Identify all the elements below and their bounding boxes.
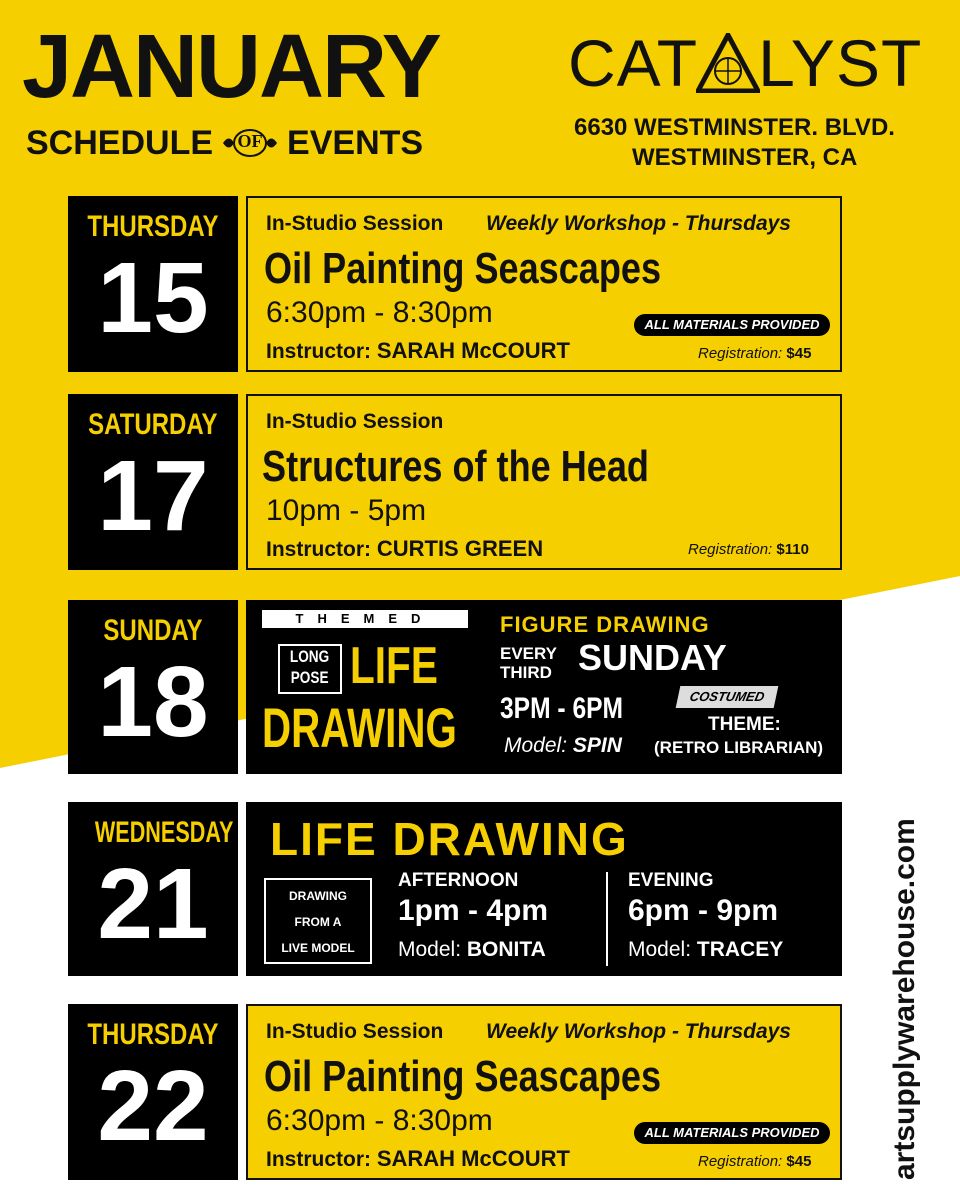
event-title: Structures of the Head <box>262 442 649 491</box>
event-card <box>246 394 842 570</box>
materials-badge: ALL MATERIALS PROVIDED <box>634 1122 830 1144</box>
event-time: 6:30pm - 8:30pm <box>266 1104 493 1137</box>
event-registration: Registration: $45 <box>698 1153 812 1170</box>
event-instructor: Instructor: SARAH McCOURT <box>266 1146 570 1171</box>
evening-time: 6pm - 9pm <box>628 894 779 927</box>
subtitle-of: OF <box>237 131 263 151</box>
event-day-number: 17 <box>97 440 209 552</box>
event-registration: Registration: $45 <box>698 345 812 362</box>
live-model-note: DRAWING FROM A LIVE MODEL <box>264 878 372 964</box>
subtitle-schedule: SCHEDULE <box>26 124 214 162</box>
page-subtitle <box>26 126 423 160</box>
event-day-number: 15 <box>97 242 209 354</box>
event-day-number: 22 <box>97 1050 209 1162</box>
event-time: 3PM - 6PM <box>500 692 624 725</box>
divider <box>606 872 608 966</box>
event-card <box>246 1004 842 1180</box>
every-third-label: EVERY THIRD <box>500 644 558 682</box>
event-card <box>246 196 842 372</box>
website-url[interactable]: artsupplywarehouse.com <box>888 818 921 1180</box>
address-line-2: WESTMINSTER, CA <box>632 144 858 171</box>
long-pose-badge: LONG POSE <box>278 644 342 694</box>
event-time: 6:30pm - 8:30pm <box>266 296 493 329</box>
event-model: Model: SPIN <box>504 734 622 757</box>
event-day-name: THURSDAY <box>87 1018 219 1051</box>
event-instructor: Instructor: SARAH McCOURT <box>266 338 570 363</box>
event-day-name: SUNDAY <box>103 614 203 647</box>
event-date-box <box>68 600 238 774</box>
drawing-word: DRAWING <box>262 696 457 759</box>
address-line-1: 6630 WESTMINSTER. BLVD. <box>574 114 895 141</box>
costumed-badge: COSTUMED <box>676 686 779 708</box>
event-day-name: SATURDAY <box>88 408 218 441</box>
afternoon-time: 1pm - 4pm <box>398 894 549 927</box>
life-word: LIFE <box>350 637 438 695</box>
figure-drawing-label: FIGURE DRAWING <box>500 612 710 637</box>
subtitle-events: EVENTS <box>287 124 424 162</box>
evening-model: Model: TRACEY <box>628 938 784 961</box>
event-time: 10pm - 5pm <box>266 494 427 527</box>
catalyst-logo <box>568 26 923 100</box>
logo-text-right: LYST <box>758 26 923 100</box>
theme-label: THEME: <box>708 714 781 735</box>
event-date-box <box>68 802 238 976</box>
weekly-label: Weekly Workshop - Thursdays <box>486 212 791 235</box>
event-day-number: 21 <box>97 848 209 960</box>
session-type: In-Studio Session <box>266 410 444 433</box>
logo-triangle-icon <box>696 33 760 93</box>
event-day-number: 18 <box>97 646 209 758</box>
theme-value: (RETRO LIBRARIAN) <box>654 738 824 757</box>
session-type: In-Studio Session <box>266 212 444 235</box>
event-title: Oil Painting Seascapes <box>264 244 662 293</box>
event-date-box <box>68 394 238 570</box>
session-type: In-Studio Session <box>266 1020 444 1043</box>
event-instructor: Instructor: CURTIS GREEN <box>266 536 544 561</box>
event-registration: Registration: $110 <box>688 541 809 558</box>
weekly-label: Weekly Workshop - Thursdays <box>486 1020 791 1043</box>
of-ornament <box>221 126 279 160</box>
event-date-box <box>68 1004 238 1180</box>
event-day-name: THURSDAY <box>87 210 219 243</box>
afternoon-model: Model: BONITA <box>398 938 546 961</box>
event-title: LIFE DRAWING <box>270 813 629 865</box>
event-card <box>246 600 842 774</box>
afternoon-label: AFTERNOON <box>398 870 519 891</box>
materials-badge: ALL MATERIALS PROVIDED <box>634 314 830 336</box>
sunday-label: SUNDAY <box>578 637 727 678</box>
themed-banner: THEMED <box>262 610 468 628</box>
event-date-box <box>68 196 238 372</box>
logo-text-left: CAT <box>568 26 699 100</box>
event-card <box>246 802 842 976</box>
page-title: JANUARY <box>22 17 440 117</box>
evening-label: EVENING <box>628 870 714 891</box>
event-title: Oil Painting Seascapes <box>264 1052 662 1101</box>
event-day-name: WEDNESDAY <box>94 816 234 849</box>
